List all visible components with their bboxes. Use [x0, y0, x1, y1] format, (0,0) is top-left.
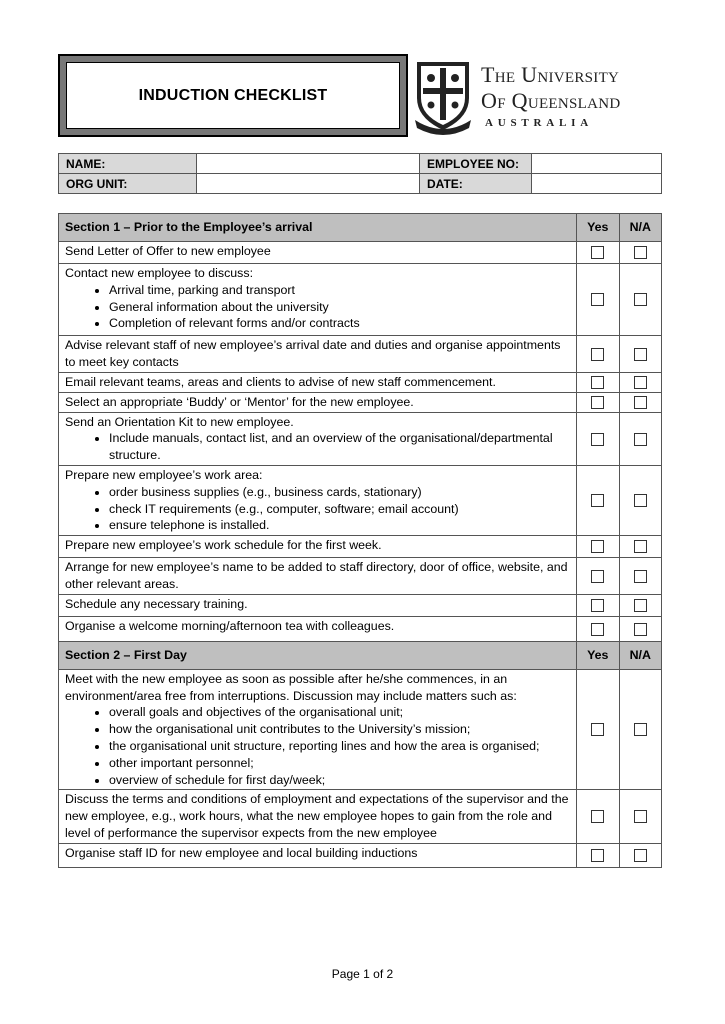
checkbox-cell-na [619, 616, 662, 641]
checklist-item-text-cell [59, 242, 577, 264]
logo-line-2: Of Queensland [481, 88, 621, 113]
checklist-item [59, 594, 662, 616]
checkbox-cell-yes [577, 372, 619, 392]
checkbox-cell-na [619, 336, 662, 373]
date-label: DATE: [420, 174, 532, 194]
checklist-item [59, 242, 662, 264]
bullet-item: • check IT requirements (e.g., computer, software; email account) [109, 501, 570, 518]
checkbox-yes[interactable] [591, 810, 604, 823]
checklist-item-text-cell [59, 594, 577, 616]
checkbox-yes[interactable] [591, 433, 604, 446]
bullet-item: • other important personnel; [109, 755, 570, 772]
checklist-item [59, 372, 662, 392]
checkbox-yes[interactable] [591, 570, 604, 583]
checkbox-na[interactable] [634, 623, 647, 636]
page-number: Page 1 of 2 [331, 967, 394, 981]
checkbox-na[interactable] [634, 540, 647, 553]
checklist-item-text: Organise staff ID for new employee and local building inductions [65, 845, 418, 860]
employee-info-table [58, 153, 662, 194]
section2-header-row [59, 641, 662, 669]
checkbox-na[interactable] [634, 433, 647, 446]
checkbox-na[interactable] [634, 723, 647, 736]
logo-line-1: The University [481, 62, 620, 87]
checklist-item [59, 536, 662, 558]
employee-no-label: EMPLOYEE NO: [420, 154, 532, 174]
checkbox-na[interactable] [634, 849, 647, 862]
employee-no-field[interactable] [532, 154, 662, 174]
checklist-table [58, 213, 662, 868]
checkbox-na[interactable] [634, 376, 647, 389]
checkbox-cell-yes [577, 790, 619, 843]
checkbox-cell-yes [577, 669, 619, 790]
checklist-item-text-cell [59, 558, 577, 595]
checkbox-yes[interactable] [591, 723, 604, 736]
university-logo [413, 58, 663, 136]
checkbox-yes[interactable] [591, 293, 604, 306]
checkbox-yes[interactable] [591, 376, 604, 389]
checkbox-cell-na [619, 372, 662, 392]
checkbox-na[interactable] [634, 348, 647, 361]
checkbox-na[interactable] [634, 570, 647, 583]
checklist-item-text: Send Letter of Offer to new employee [65, 244, 271, 258]
checkbox-cell-yes [577, 264, 619, 336]
checklist-item-text-cell [59, 669, 577, 790]
checkbox-cell-na [619, 558, 662, 595]
checkbox-yes[interactable] [591, 396, 604, 409]
checkbox-na[interactable] [634, 494, 647, 507]
checklist-item-text-cell [59, 465, 577, 535]
checkbox-na[interactable] [634, 293, 647, 306]
checklist-item-text: Email relevant teams, areas and clients to advise of new staff commencement. [65, 374, 496, 389]
date-field[interactable] [532, 174, 662, 194]
section1-yes-header: Yes [577, 214, 619, 242]
checkbox-cell-yes [577, 558, 619, 595]
checkbox-cell-na [619, 843, 662, 867]
page-title: INDUCTION CHECKLIST [138, 86, 328, 104]
name-label: NAME: [59, 154, 197, 174]
bullet-item: • General information about the university [109, 299, 570, 316]
info-row-2 [59, 174, 662, 194]
checkbox-yes[interactable] [591, 599, 604, 612]
crest-icon [413, 58, 473, 136]
checklist-item-text-cell [59, 392, 577, 412]
checklist-item-text-cell [59, 412, 577, 465]
checklist-item-text-cell [59, 536, 577, 558]
bullet-item: • how the organisational unit contributes to the University’s mission; [109, 721, 570, 738]
name-field[interactable] [197, 154, 420, 174]
checkbox-cell-na [619, 536, 662, 558]
checklist-item-bullets [65, 484, 570, 534]
checkbox-cell-yes [577, 465, 619, 535]
bullet-item: • Completion of relevant forms and/or contracts [109, 315, 570, 332]
checkbox-cell-na [619, 242, 662, 264]
checklist-item-text-cell [59, 616, 577, 641]
checklist-item-text: Advise relevant staff of new employee’s arrival date and duties and organise appointments to meet key contacts [65, 338, 561, 369]
org-unit-field[interactable] [197, 174, 420, 194]
checklist-item-text: Organise a welcome morning/afternoon tea with colleagues. [65, 618, 395, 633]
bullet-item: • Arrival time, parking and transport [109, 282, 570, 299]
checklist-item-text: Prepare new employee’s work schedule for the first week. [65, 538, 382, 553]
checkbox-yes[interactable] [591, 849, 604, 862]
info-row-1 [59, 154, 662, 174]
checklist-item-text-cell [59, 790, 577, 843]
checklist-item-text: Discuss the terms and conditions of employment and expectations of the supervisor and the new employee, e.g., work hours, what the new employee hopes to gain from the role and level of performance the supervisor expects from the new employee [65, 792, 569, 840]
checklist-item [59, 412, 662, 465]
checklist-item-text-cell [59, 336, 577, 373]
section2-yes-header: Yes [577, 641, 619, 669]
checkbox-na[interactable] [634, 396, 647, 409]
checklist-item [59, 558, 662, 595]
checkbox-cell-yes [577, 843, 619, 867]
checkbox-yes[interactable] [591, 623, 604, 636]
section2-na-header: N/A [619, 641, 662, 669]
checkbox-yes[interactable] [591, 494, 604, 507]
checkbox-na[interactable] [634, 810, 647, 823]
checkbox-cell-yes [577, 616, 619, 641]
checkbox-na[interactable] [634, 246, 647, 259]
section1-header-row [59, 214, 662, 242]
checklist-item-text-cell [59, 372, 577, 392]
checkbox-cell-na [619, 669, 662, 790]
checkbox-yes[interactable] [591, 348, 604, 361]
checkbox-cell-na [619, 392, 662, 412]
checklist-item-text: Arrange for new employee’s name to be added to staff directory, door of office, website, and other relevant areas. [65, 560, 568, 591]
checkbox-cell-yes [577, 412, 619, 465]
checklist-item [59, 465, 662, 535]
checkbox-cell-na [619, 790, 662, 843]
bullet-item: • overall goals and objectives of the organisational unit; [109, 704, 570, 721]
checklist-item-text: Prepare new employee’s work area: [65, 467, 263, 482]
logo-line-3: AUSTRALIA [485, 117, 593, 129]
checkbox-cell-yes [577, 536, 619, 558]
checklist-item-text: Select an appropriate ‘Buddy’ or ‘Mentor’ for the new employee. [65, 394, 414, 409]
checkbox-cell-na [619, 594, 662, 616]
checkbox-na[interactable] [634, 599, 647, 612]
checklist-item [59, 264, 662, 336]
checkbox-yes[interactable] [591, 246, 604, 259]
checklist-item-text: Send an Orientation Kit to new employee. [65, 414, 294, 429]
checkbox-cell-na [619, 264, 662, 336]
checklist-item-text: Contact new employee to discuss: [65, 266, 254, 280]
checkbox-cell-yes [577, 594, 619, 616]
checklist-item-bullets [65, 282, 570, 332]
checkbox-cell-yes [577, 242, 619, 264]
org-unit-label: ORG UNIT: [59, 174, 197, 194]
checklist-item-text-cell [59, 264, 577, 336]
checklist-item [59, 669, 662, 790]
checkbox-cell-yes [577, 392, 619, 412]
section1-title: Section 1 – Prior to the Employee’s arrival [59, 214, 577, 242]
checkbox-yes[interactable] [591, 540, 604, 553]
checkbox-cell-na [619, 465, 662, 535]
checklist-item-text-cell [59, 843, 577, 867]
title-box-inner [66, 62, 400, 129]
section2-title: Section 2 – First Day [59, 641, 577, 669]
bullet-item: • ensure telephone is installed. [109, 517, 570, 534]
checklist-item [59, 336, 662, 373]
checklist-item-text: Meet with the new employee as soon as possible after he/she commences, in an environment/area free from interruptions. Discussion may include matters such as: [65, 671, 517, 703]
section1-na-header: N/A [619, 214, 662, 242]
bullet-item: • Include manuals, contact list, and an overview of the organisational/departmental structure. [109, 430, 570, 464]
checklist-item [59, 616, 662, 641]
bullet-item: • order business supplies (e.g., business cards, stationary) [109, 484, 570, 501]
checklist-item-bullets [65, 430, 570, 464]
checkbox-cell-yes [577, 336, 619, 373]
title-box [58, 54, 408, 137]
checkbox-cell-na [619, 412, 662, 465]
checklist-item-bullets [65, 704, 570, 788]
bullet-item: • the organisational unit structure, reporting lines and how the area is organised; [109, 738, 570, 755]
bullet-item: • overview of schedule for first day/week; [109, 772, 570, 789]
checklist-item-text: Schedule any necessary training. [65, 596, 248, 611]
checklist-item [59, 392, 662, 412]
checklist-item [59, 843, 662, 867]
checklist-item [59, 790, 662, 843]
